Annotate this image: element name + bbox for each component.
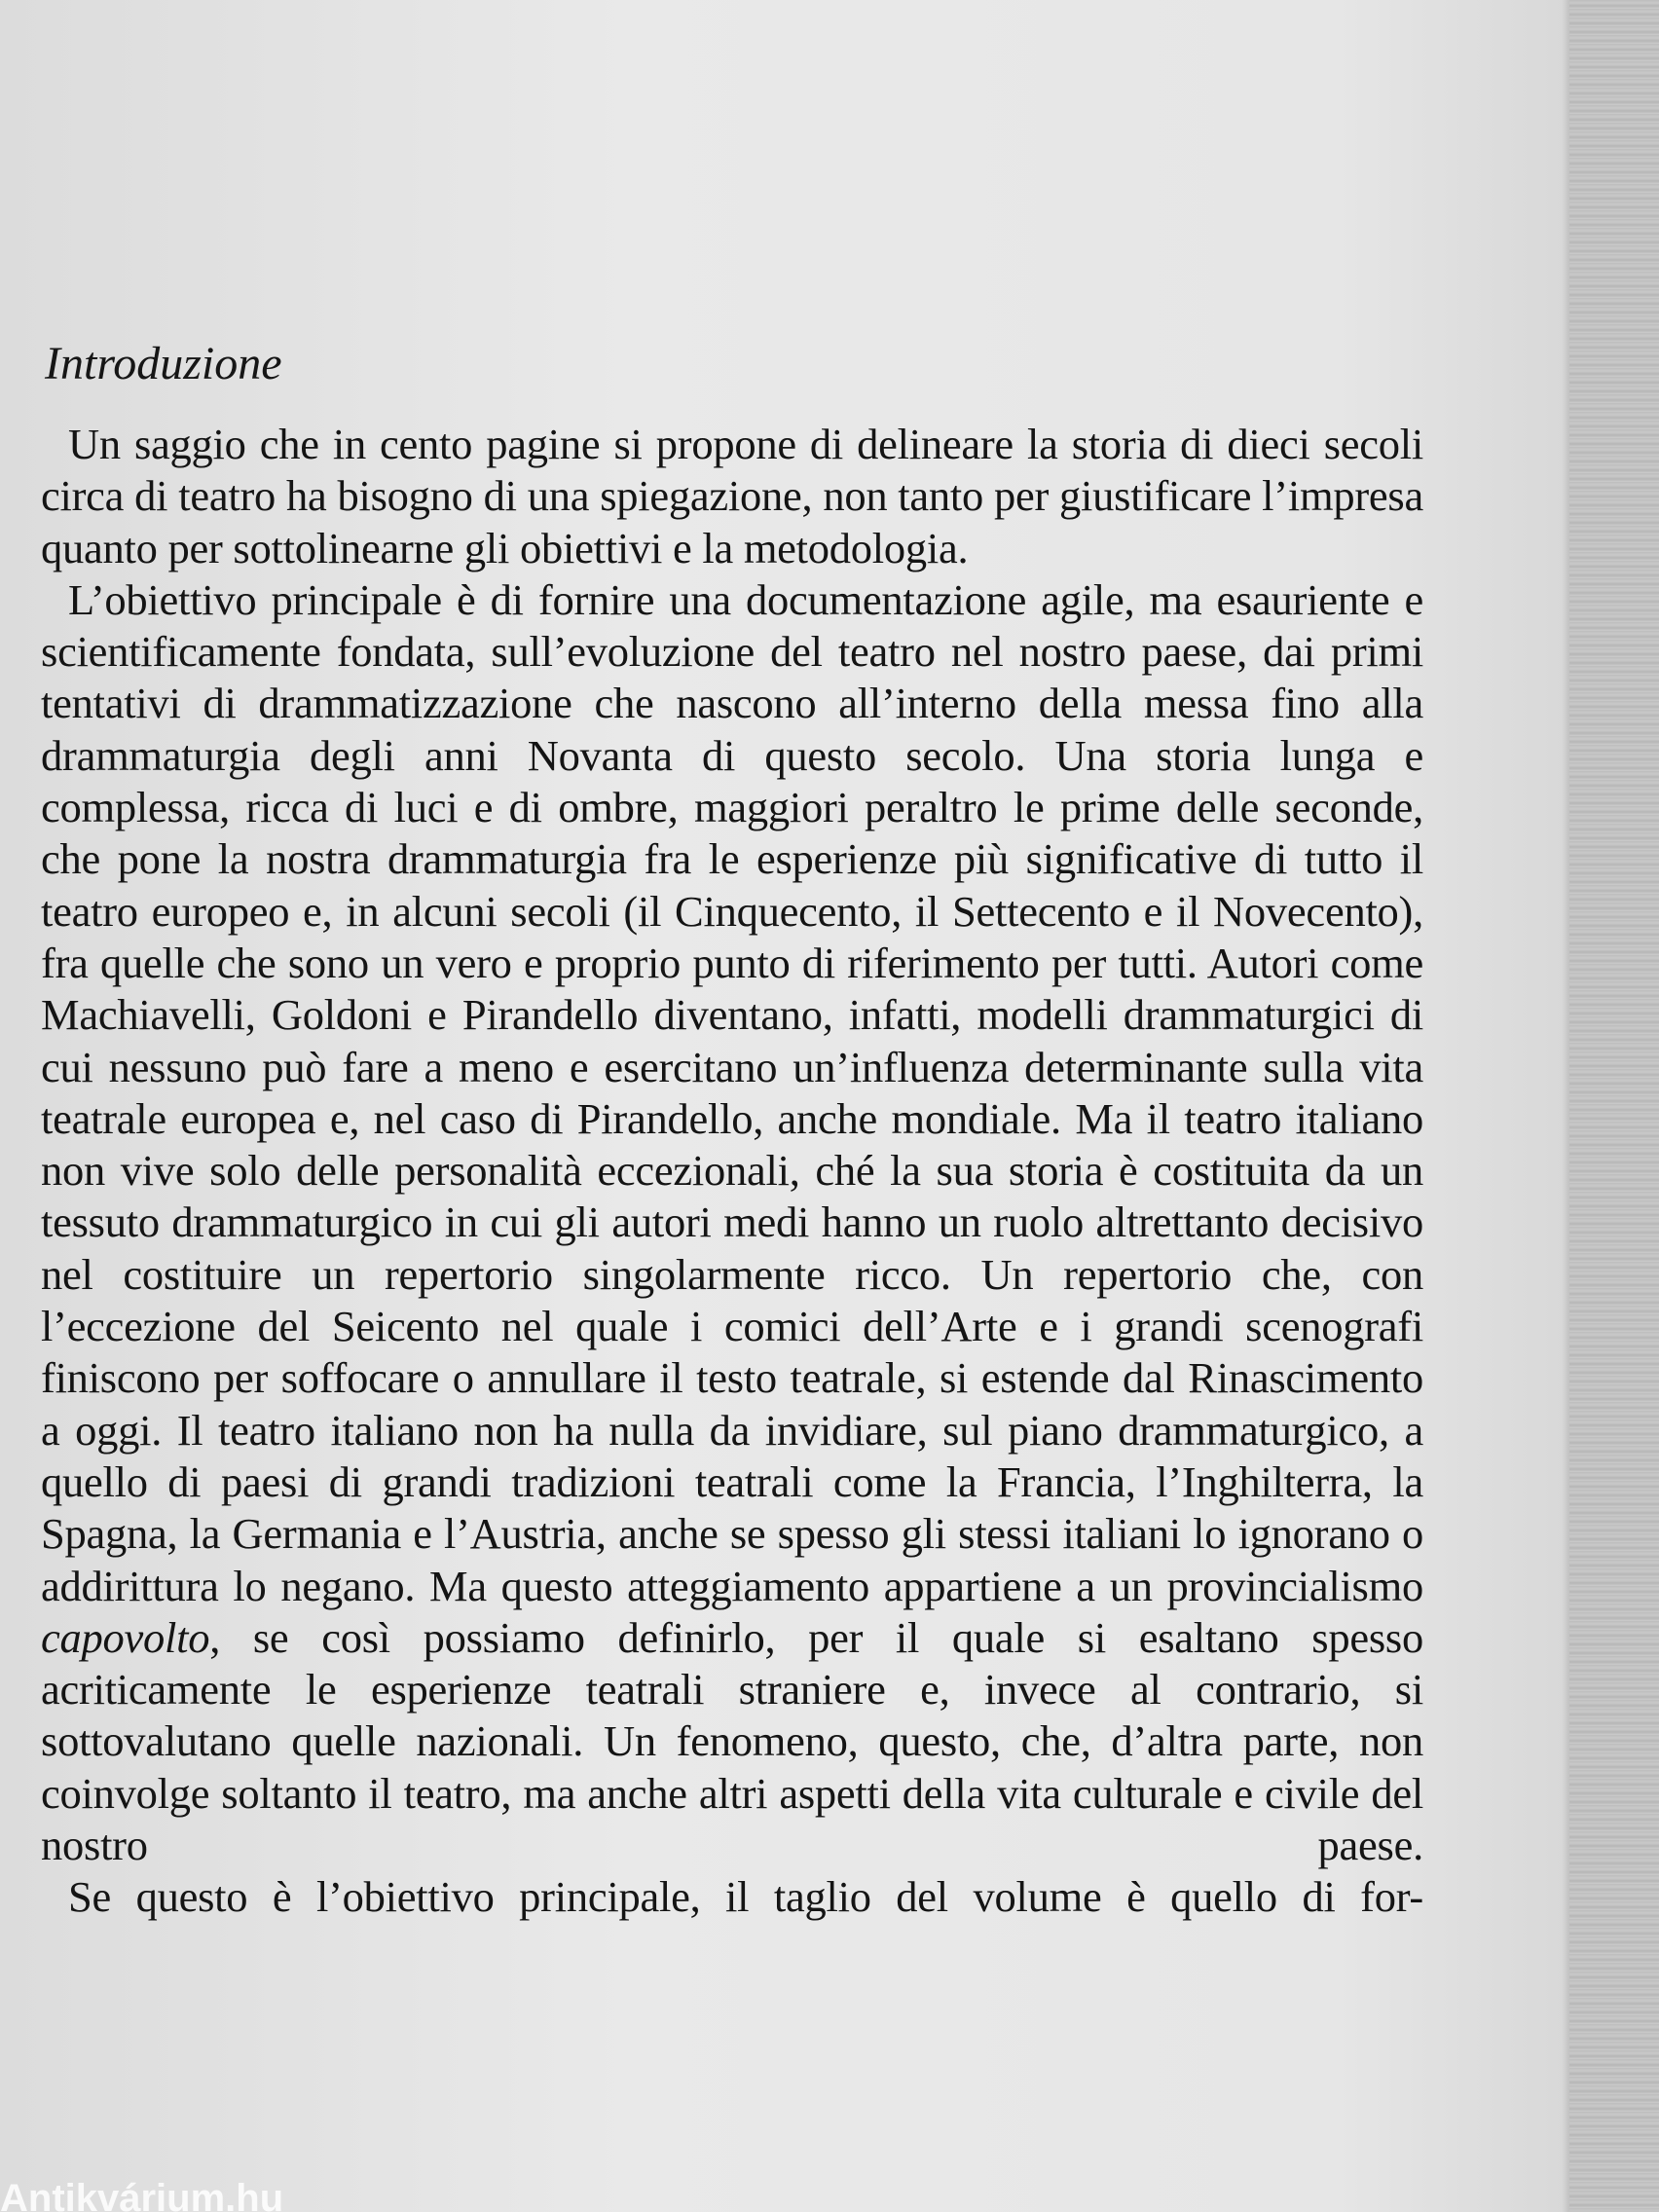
body-text xyxy=(41,419,1423,1924)
paragraph-2-text: L’obiettivo principale è di fornire una documentazione agile, ma esauriente e scientificamente fondata, sull’evoluzione del teatro nel nostro paese, dai primi tentativi di drammatizzazione che nascono all’interno della messa fino alla drammaturgia degli anni Novanta di questo secolo. Una storia lunga e complessa, ricca di luci e di ombre, maggiori peraltro le prime delle seconde, che pone la nostra drammaturgia fra le esperienze più significative di tutto il teatro europeo e, in alcuni secoli (il Cinquecento, il Settecento e il Novecento), fra quelle che sono un vero e proprio punto di riferimento per tutti. Autori come Machiavelli, Goldoni e Pirandello diventano, infatti, modelli drammaturgici di cui nessuno può fare a meno e esercitano un’influenza determinante sulla vita teatrale europea e, nel caso di Pirandello, anche mondiale. Ma il teatro italiano non vive solo delle personalità eccezionali, ché la sua storia è costituita da un tessuto drammaturgico in cui gli autori medi hanno un ruolo altrettanto decisivo nel costituire un repertorio singolarmente ricco. Un repertorio che, con l’eccezione del Seicento nel quale i comici dell’Arte e i grandi scenografi finiscono per soffocare o annullare il testo teatrale, si estende dal Rinascimento a oggi. Il teatro italiano non ha nulla da invidiare, sul piano drammaturgico, a quello di paesi di grandi tradizioni teatrali come la Francia, l’Inghilterra, la Spagna, la Germania e l’Austria, anche se spesso gli stessi italiani lo ignorano o addirittura lo negano. xyxy=(41,574,1423,1610)
page-edge-stack xyxy=(1569,0,1659,2212)
italic-word: capovolto xyxy=(41,1612,210,1662)
paragraph-2 xyxy=(41,574,1423,1871)
paragraph-2-text-b: Ma questo atteggiamento appartiene a un provincialismo xyxy=(429,1561,1423,1610)
paragraph-3: Se questo è l’obiettivo principale, il taglio del volume è quello di for- xyxy=(68,1872,1423,1922)
watermark: Antikvárium.hu xyxy=(0,2177,284,2212)
show-through-text xyxy=(39,0,1499,52)
section-heading: Introduzione xyxy=(45,338,282,389)
paragraph-1: Un saggio che in cento pagine si propone di delineare la storia di dieci secoli circa di teatro ha bisogno di una spiegazione, non tanto per giustificare l’impresa quanto per sottolinearne gli obiettivi e la metodologia. xyxy=(41,420,1423,572)
paragraph-2-text-c: , se così possiamo definirlo, per il quale si esaltano spesso acriticamente le esperienze teatrali straniere e, invece al contrario, si sottovalutano quelle nazionali. Un fenomeno, questo, che, d’altra parte, non coinvolge soltanto il teatro, ma anche altri aspetti della vita culturale e civile del nostro paese. xyxy=(41,1612,1423,1870)
